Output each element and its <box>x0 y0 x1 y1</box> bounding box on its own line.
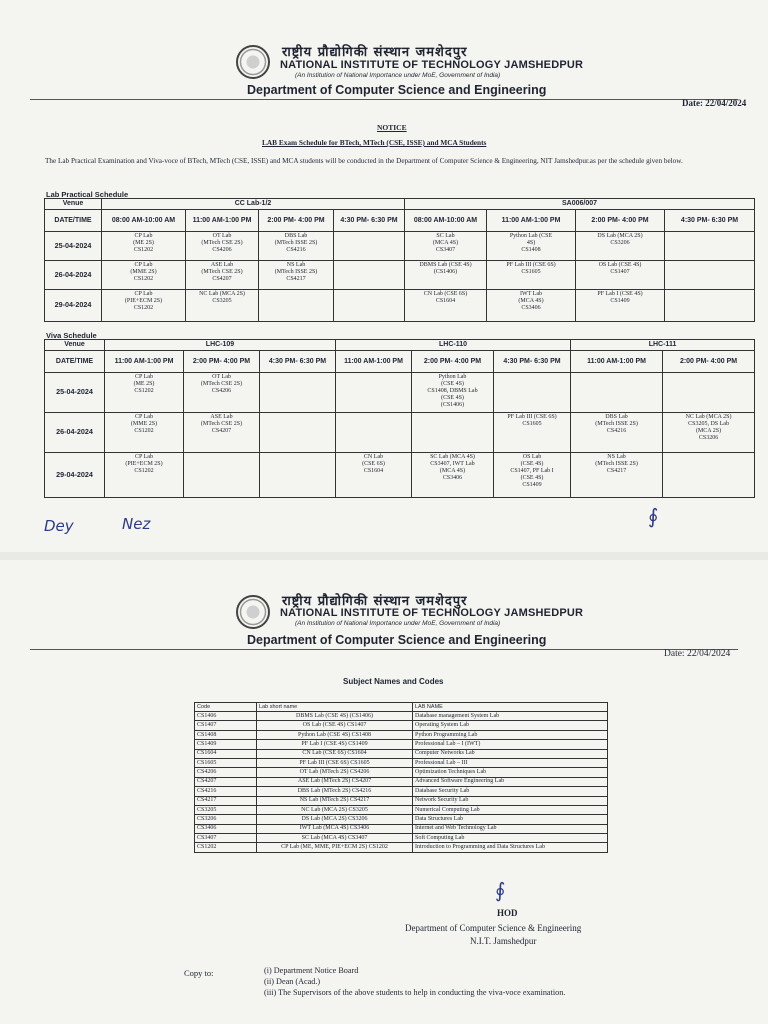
notice-subject: LAB Exam Schedule for BTech, MTech (CSE, ISSE) and MCA Students <box>262 138 487 147</box>
schedule-cell: NS Lab (MTech ISSE 2S) CS4217 <box>259 261 334 290</box>
table-row <box>195 815 608 824</box>
schedule-cell: ASE Lab (MTech CSE 2S) CS4207 <box>186 261 259 290</box>
hod-signature-mark-icon: ∮ <box>495 878 506 902</box>
time-slot-header: 11:00 AM-1:00 PM <box>186 210 259 232</box>
hindi-name: राष्ट्रीय प्रौद्योगिकी संस्थान जमशेदपुर <box>282 45 468 60</box>
institute-name: NATIONAL INSTITUTE OF TECHNOLOGY JAMSHEDPUR <box>280 59 584 71</box>
schedule-cell: IWT Lab (MCA 4S) CS3406 <box>487 290 576 322</box>
schedule-cell <box>571 373 663 413</box>
table-row <box>195 768 608 777</box>
venue-header: CC Lab-1/2 <box>102 199 405 210</box>
venue-header: LHC-110 <box>336 340 571 351</box>
schedule-cell: OT Lab (MTech CSE 2S) CS4206 <box>186 232 259 261</box>
lab-name-cell: Database management System Lab <box>413 712 608 721</box>
schedule-cell: SC Lab (MCA 4S) CS3407, IWT Lab (MCA 4S) CS3406 <box>412 453 494 498</box>
schedule-cell <box>412 413 494 453</box>
lab-name-cell: Soft Computing Lab <box>413 834 608 843</box>
hod-department: Department of Computer Science & Engineering <box>405 923 582 933</box>
short-name-cell: OS Lab (CSE 4S) CS1407 <box>257 721 413 730</box>
schedule-cell: PF Lab III (CSE 6S) CS1605 <box>487 261 576 290</box>
schedule-row <box>45 453 755 498</box>
signature: Nez <box>122 515 151 533</box>
schedule-date: 29-04-2024 <box>45 453 105 498</box>
schedule-date: 26-04-2024 <box>45 413 105 453</box>
table-row <box>195 805 608 814</box>
table-row <box>195 721 608 730</box>
schedule-cell: DBS Lab (MTech ISSE 2S) CS4216 <box>259 232 334 261</box>
short-name-cell: ASE Lab (MTech 2S) CS4207 <box>257 777 413 786</box>
short-name-cell: CN Lab (CSE 6S) CS1604 <box>257 749 413 758</box>
institute-logo-icon <box>236 45 270 79</box>
schedule-cell: OT Lab (MTech CSE 2S) CS4206 <box>184 373 260 413</box>
time-slot-header: 11:00 AM-1:00 PM <box>487 210 576 232</box>
hod-institute: N.I.T. Jamshedpur <box>470 936 537 946</box>
code-cell: CS1408 <box>195 730 257 739</box>
time-slot-header: 08:00 AM-10:00 AM <box>405 210 487 232</box>
code-cell: CS4207 <box>195 777 257 786</box>
schedule-date: 25-04-2024 <box>45 373 105 413</box>
time-slot-header: 11:00 AM-1:00 PM <box>105 351 184 373</box>
table-row <box>195 824 608 833</box>
table-row <box>195 749 608 758</box>
short-name-cell: DBS Lab (MTech 2S) CS4216 <box>257 787 413 796</box>
time-slot-header: 4:30 PM- 6:30 PM <box>260 351 336 373</box>
schedule-date: 26-04-2024 <box>45 261 102 290</box>
schedule-row <box>45 373 755 413</box>
schedule-cell: Python Lab (CSE 4S) CS1408, DBMS Lab (CSE 4S) (CS1406) <box>412 373 494 413</box>
short-name-cell: PF Lab I (CSE 4S) CS1409 <box>257 740 413 749</box>
notice-body: The Lab Practical Examination and Viva-voce of BTech, MTech (CSE, ISSE) and MCA students will be conducted in the Department of Computer Science & Engineering, NIT Jamshedpur.as per the schedule given below. <box>45 157 683 165</box>
lab-name-cell: Database Security Lab <box>413 787 608 796</box>
lab-name-cell: Data Structures Lab <box>413 815 608 824</box>
table-row <box>195 730 608 739</box>
notice-title: NOTICE <box>377 123 407 132</box>
viva-section-title: Viva Schedule <box>46 331 97 340</box>
time-slot-header: 08:00 AM-10:00 AM <box>102 210 186 232</box>
table-row <box>195 834 608 843</box>
lab-name-cell: Professional Lab – III <box>413 758 608 767</box>
schedule-cell: PF Lab III (CSE 6S) CS1605 <box>494 413 571 453</box>
code-cell: CS3407 <box>195 834 257 843</box>
table-row <box>195 843 608 852</box>
table-row <box>195 740 608 749</box>
schedule-cell <box>260 413 336 453</box>
copy-item: (i) Department Notice Board <box>264 966 359 975</box>
column-header: LAB NAME <box>413 703 608 712</box>
venue-label: Venue <box>45 199 102 210</box>
code-cell: CS1407 <box>195 721 257 730</box>
lab-name-cell: Operating System Lab <box>413 721 608 730</box>
datetime-label: DATE/TIME <box>45 351 105 373</box>
code-cell: CS1406 <box>195 712 257 721</box>
viva-schedule-table <box>44 339 755 498</box>
lab-name-cell: Optimization Techniques Lab <box>413 768 608 777</box>
schedule-cell: CP Lab (ME 2S) CS1202 <box>102 232 186 261</box>
time-slot-header: 2:00 PM- 4:00 PM <box>663 351 755 373</box>
schedule-cell <box>334 290 405 322</box>
copy-item: (ii) Dean (Acad.) <box>264 977 321 986</box>
short-name-cell: SC Lab (MCA 4S) CS3407 <box>257 834 413 843</box>
table-row <box>195 777 608 786</box>
code-cell: CS1202 <box>195 843 257 852</box>
page2-date: Date: 22/04/2024 <box>664 649 731 659</box>
time-slot-header: 11:00 AM-1:00 PM <box>571 351 663 373</box>
schedule-cell <box>663 453 755 498</box>
schedule-cell <box>334 232 405 261</box>
short-name-cell: PF Lab III (CSE 6S) CS1605 <box>257 758 413 767</box>
lab-name-cell: Introduction to Programming and Data Structures Lab <box>413 843 608 852</box>
venue-label: Venue <box>45 340 105 351</box>
notice-date: Date: 22/04/2024 <box>682 98 747 108</box>
schedule-cell <box>259 290 334 322</box>
institute-subtitle: (An Institution of National Importance under MoE, Government of India) <box>295 620 501 627</box>
schedule-cell: CP Lab (MME 2S) CS1202 <box>105 413 184 453</box>
schedule-cell: OS Lab (CSE 4S) CS1407 <box>576 261 665 290</box>
schedule-date: 29-04-2024 <box>45 290 102 322</box>
code-cell: CS4206 <box>195 768 257 777</box>
schedule-cell: NC Lab (MCA 2S) CS3205 <box>186 290 259 322</box>
institute-logo-icon <box>236 595 270 629</box>
schedule-cell <box>184 453 260 498</box>
datetime-label: DATE/TIME <box>45 210 102 232</box>
schedule-cell <box>260 453 336 498</box>
time-slot-header: 4:30 PM- 6:30 PM <box>494 351 571 373</box>
schedule-cell: PF Lab I (CSE 4S) CS1409 <box>576 290 665 322</box>
schedule-date: 25-04-2024 <box>45 232 102 261</box>
lab-schedule-table <box>44 198 755 322</box>
schedule-cell <box>336 413 412 453</box>
code-cell: CS4217 <box>195 796 257 805</box>
schedule-cell: CP Lab (MME 2S) CS1202 <box>102 261 186 290</box>
signature: Dey <box>44 517 74 535</box>
time-slot-header: 2:00 PM- 4:00 PM <box>184 351 260 373</box>
lab-name-cell: Network Security Lab <box>413 796 608 805</box>
time-slot-header: 2:00 PM- 4:00 PM <box>576 210 665 232</box>
schedule-cell: CP Lab (PIE+ECM 2S) CS1202 <box>105 453 184 498</box>
table-row <box>195 787 608 796</box>
schedule-cell <box>334 261 405 290</box>
lab-name-cell: Professional Lab – I (IWT) <box>413 740 608 749</box>
time-slot-header: 11:00 AM-1:00 PM <box>336 351 412 373</box>
code-cell: CS1605 <box>195 758 257 767</box>
hod-signature-mark-icon: ∮ <box>648 504 659 528</box>
schedule-cell <box>665 261 755 290</box>
schedule-cell: NC Lab (MCA 2S) CS3205, DS Lab (MCA 2S) CS3206 <box>663 413 755 453</box>
schedule-row <box>45 261 755 290</box>
subject-codes-title: Subject Names and Codes <box>343 677 444 686</box>
short-name-cell: CP Lab (ME, MME, PIE+ECM 2S) CS1202 <box>257 843 413 852</box>
schedule-cell <box>494 373 571 413</box>
lab-name-cell: Internet and Web Technology Lab <box>413 824 608 833</box>
lab-name-cell: Computer Networks Lab <box>413 749 608 758</box>
schedule-cell: CN Lab (CSE 6S) CS1604 <box>336 453 412 498</box>
short-name-cell: DS Lab (MCA 2S) CS3206 <box>257 815 413 824</box>
short-name-cell: IWT Lab (MCA 4S) CS3406 <box>257 824 413 833</box>
schedule-row <box>45 232 755 261</box>
short-name-cell: NS Lab (MTech 2S) CS4217 <box>257 796 413 805</box>
code-cell: CS1409 <box>195 740 257 749</box>
schedule-row <box>45 413 755 453</box>
schedule-cell: DBS Lab (MTech ISSE 2S) CS4216 <box>571 413 663 453</box>
time-slot-header: 4:30 PM- 6:30 PM <box>334 210 405 232</box>
venue-header: LHC-109 <box>105 340 336 351</box>
code-cell: CS3206 <box>195 815 257 824</box>
venue-header: SA006/007 <box>405 199 755 210</box>
copy-to-label: Copy to: <box>184 968 214 978</box>
schedule-cell: CP Lab (PIE+ECM 2S) CS1202 <box>102 290 186 322</box>
time-slot-header: 2:00 PM- 4:00 PM <box>412 351 494 373</box>
lab-name-cell: Python Programming Lab <box>413 730 608 739</box>
code-cell: CS4216 <box>195 787 257 796</box>
schedule-cell: NS Lab (MTech ISSE 2S) CS4217 <box>571 453 663 498</box>
schedule-cell: CP Lab (ME 2S) CS1202 <box>105 373 184 413</box>
short-name-cell: Python Lab (CSE 4S) CS1408 <box>257 730 413 739</box>
header-divider <box>30 649 738 650</box>
lab-name-cell: Advanced Software Engineering Lab <box>413 777 608 786</box>
time-slot-header: 2:00 PM- 4:00 PM <box>259 210 334 232</box>
schedule-cell: CN Lab (CSE 6S) CS1604 <box>405 290 487 322</box>
schedule-cell: OS Lab (CSE 4S) CS1407, PF Lab I (CSE 4S) CS1409 <box>494 453 571 498</box>
schedule-cell <box>663 373 755 413</box>
table-row <box>195 796 608 805</box>
institute-name: NATIONAL INSTITUTE OF TECHNOLOGY JAMSHEDPUR <box>280 607 584 619</box>
short-name-cell: DBMS Lab (CSE 4S) (CS1406) <box>257 712 413 721</box>
short-name-cell: OT Lab (MTech 2S) CS4206 <box>257 768 413 777</box>
schedule-cell <box>665 232 755 261</box>
time-slot-header: 4:30 PM- 6:30 PM <box>665 210 755 232</box>
schedule-cell: Python Lab (CSE 4S) CS1408 <box>487 232 576 261</box>
schedule-cell: SC Lab (MCA 4S) CS3407 <box>405 232 487 261</box>
schedule-cell <box>336 373 412 413</box>
venue-header: LHC-111 <box>571 340 755 351</box>
code-cell: CS3406 <box>195 824 257 833</box>
schedule-cell <box>665 290 755 322</box>
column-header: Code <box>195 703 257 712</box>
subject-codes-page <box>0 560 768 1024</box>
lab-section-title: Lab Practical Schedule <box>46 190 129 199</box>
subject-codes-table <box>194 702 608 853</box>
code-cell: CS3205 <box>195 805 257 814</box>
schedule-cell: DS Lab (MCA 2S) CS3206 <box>576 232 665 261</box>
institute-subtitle: (An Institution of National Importance under MoE, Government of India) <box>295 72 501 79</box>
schedule-cell <box>260 373 336 413</box>
table-row <box>195 712 608 721</box>
column-header: Lab short name <box>257 703 413 712</box>
short-name-cell: NC Lab (MCA 2S) CS3205 <box>257 805 413 814</box>
schedule-cell: ASE Lab (MTech CSE 2S) CS4207 <box>184 413 260 453</box>
code-cell: CS1604 <box>195 749 257 758</box>
lab-name-cell: Numerical Computing Lab <box>413 805 608 814</box>
table-row <box>195 758 608 767</box>
hindi-name: राष्ट्रीय प्रौद्योगिकी संस्थान जमशेदपुर <box>282 594 468 609</box>
schedule-row <box>45 290 755 322</box>
copy-item: (iii) The Supervisors of the above students to help in conducting the viva-voce examination. <box>264 988 566 997</box>
department-title: Department of Computer Science and Engineering <box>247 633 547 647</box>
hod-title: HOD <box>497 908 518 918</box>
schedule-cell: DBMS Lab (CSE 4S) (CS1406) <box>405 261 487 290</box>
department-title: Department of Computer Science and Engineering <box>247 83 547 97</box>
header-divider <box>30 99 738 100</box>
